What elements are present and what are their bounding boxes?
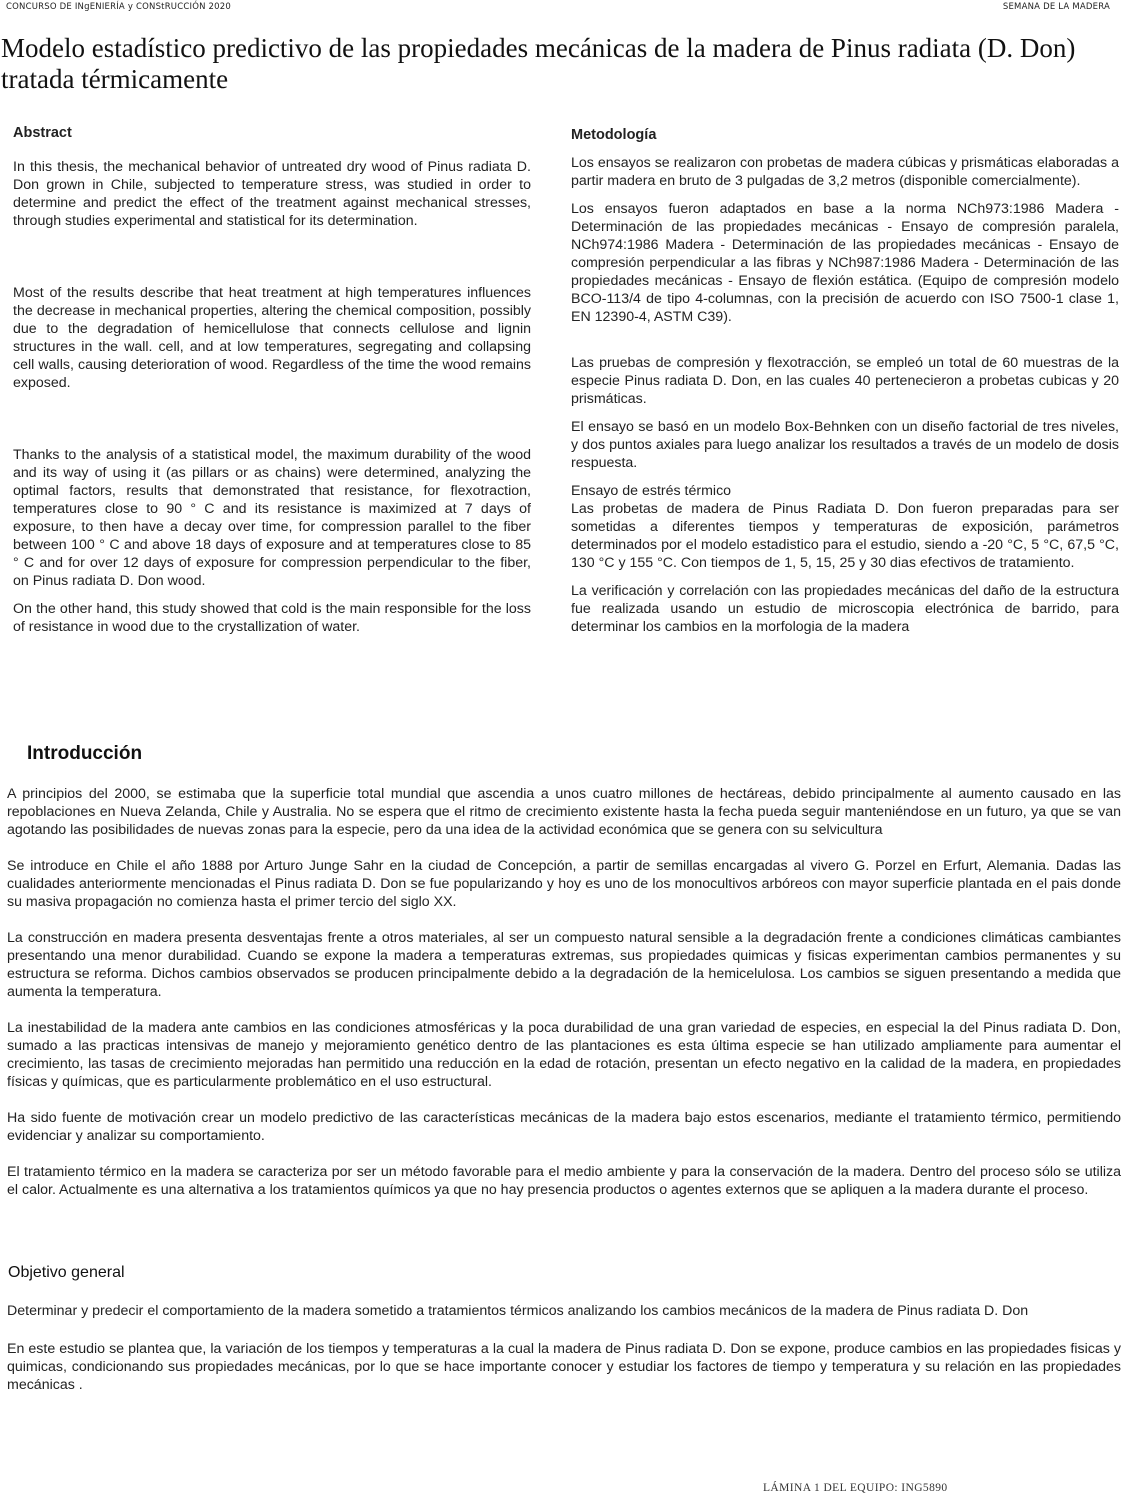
metodologia-paragraph: Los ensayos fueron adaptados en base a la norma NCh973:1986 Madera - Determinación de las propiedades mecánicas - Ensayo de compresión paralela, NCh974:1986 Madera - Determinación de las propiedades mecánicas - Ensayo de compresión perpendicular a las fibras y NCh987:1986 Madera - Determinación de las propiedades mecánicas - Ensayo de flexión estática. (Equipo de compresión modelo BCO-113/4 de tipo 4-columnas, con la precisión de acuerdo con ISO 7500-1 clase 1, EN 12390-4, ASTM C39). <box>571 201 1119 325</box>
introduccion-paragraph: La inestabilidad de la madera ante cambios en las condiciones atmosféricas y la poca durabilidad de una gran variedad de especies, en especial la del Pinus radiata D. Don, sumado a las practicas intensivas de manejo y mejoramiento genético dentro de las plantaciones es esta última especie se han utilizado ampliamente para aumentar el crecimiento, las tasas de crecimiento mejoradas han permitido una reducción en la edad de rotación, presentan un efecto negativo en la calidad de la madera, en propiedades físicas y químicas, que es particularmente problemático en el uso estructural. <box>7 1020 1121 1090</box>
abstract-paragraph: On the other hand, this study showed that cold is the main responsible for the loss of resistance in wood due to the crystallization of water. <box>13 601 531 635</box>
introduccion-paragraph: El tratamiento térmico en la madera se caracteriza por ser un método favorable para el medio ambiente y para la conservación de la madera. Dentro del proceso sólo se utiliza el calor. Actualmente es una alternativa a los tratamientos químicos ya que no hay presencia productos o agentes externos que se apliquen a la madera durante el proceso. <box>7 1164 1121 1198</box>
introduccion-paragraph: A principios del 2000, se estimaba que la superficie total mundial que ascendia a unos cuatro millones de hectáreas, debido principalmente al aumento causado en las repoblaciones en Nueva Zelanda, Chile y Australia. No se espera que el ritmo de crecimiento existente hasta la fecha pueda seguir manteniéndose en un futuro, ya que se van agotando las posibilidades de nuevas zonas para la especie, pero da una idea de la actividad económica que se genera con su selvicultura <box>7 786 1121 838</box>
introduccion-paragraph: Ha sido fuente de motivación crear un modelo predictivo de las características mecánicas de la madera bajo estos escenarios, mediante el tratamiento térmico, permitiendo evidenciar y analizar su comportamiento. <box>7 1110 1121 1144</box>
metodologia-paragraph: La verificación y correlación con las propiedades mecánicas del daño de la estructura fue realizada usando un estudio de microscopia electrónica de barrido, para determinar los cambios en la morfologia de la madera <box>571 583 1119 635</box>
abstract-paragraph: In this thesis, the mechanical behavior of untreated dry wood of Pinus radiata D. Don grown in Chile, subjected to temperature stress, was studied in order to determine and predict the effect of the treatment against mechanical stresses, through studies experimental and statistical for its determination. <box>13 159 531 229</box>
introduccion-paragraph: Se introduce en Chile el año 1888 por Arturo Junge Sahr en la ciudad de Concepción, a partir de semillas encargadas al vivero G. Porzel en Erfurt, Alemania. Dadas las cualidades anteriormente mencionadas el Pinus radiata D. Don se fue popularizando y hoy es uno de los monocultivos arbóreos con mayor superficie plantada en el pais donde su masiva propagación no comienza hasta el primer tercio del siglo XX. <box>7 858 1121 910</box>
objetivo-section <box>7 1302 1121 1394</box>
header-event-name: SEMANA DE LA MADERA <box>1002 2 1110 12</box>
abstract-section <box>13 124 531 636</box>
introduccion-section <box>7 785 1121 1199</box>
metodologia-paragraph: El ensayo se basó en un modelo Box-Behnken con un diseño factorial de tres niveles, y dos puntos axiales para luego analizar los resultados a través de un modelo de dosis respuesta. <box>571 419 1119 471</box>
objetivo-heading: Objetivo general <box>8 1264 125 1281</box>
metodologia-section <box>571 126 1119 636</box>
objetivo-paragraph: Determinar y predecir el comportamiento de la madera sometido a tratamientos térmicos analizando los cambios mecánicos de la madera de Pinus radiata D. Don <box>7 1303 1029 1319</box>
introduccion-heading: Introducción <box>27 743 143 764</box>
metodologia-paragraph: Las pruebas de compresión y flexotracción, se empleó un total de 60 muestras de la especie Pinus radiata D. Don, en las cuales 40 pertenecieron a probetas cubicas y 20 prismáticas. <box>571 355 1119 407</box>
footer-sheet-label: LÁMINA 1 DEL EQUIPO: ING5890 <box>763 1482 948 1494</box>
metodologia-subheading: Ensayo de estrés térmico <box>571 483 732 499</box>
introduccion-paragraph: La construcción en madera presenta desventajas frente a otros materiales, al ser un compuesto natural sensible a la degradación frente a condiciones climáticas cambiantes presentando una menor durabilidad. Cuando se expone la madera a temperaturas extremas, sus propiedades quimicas y fisicas experimentan cambios permanentes y su estructura se reforma. Dichos cambios observados se producen principalmente debido a la degradación de la hemicelulosa. Los cambios se siguen presentando a medida que aumenta la temperatura. <box>7 930 1121 1000</box>
abstract-heading: Abstract <box>13 125 72 141</box>
abstract-paragraph: Most of the results describe that heat treatment at high temperatures influences the decrease in mechanical properties, altering the chemical composition, possibly due to the degradation of hemicellulose that connects cellulose and lignin structures in the wall. cell, and at low temperatures, segregating and collapsing cell walls, causing deterioration of wood. Regardless of the time the wood remains exposed. <box>13 285 531 391</box>
header-contest-name: CONCURSO DE INgENIERÍA y CONStRUCCIÓN 2020 <box>6 2 231 12</box>
objetivo-paragraph: En este estudio se plantea que, la variación de los tiempos y temperaturas a la cual la madera de Pinus radiata D. Don se expone, produce cambios en las propiedades fisicas y quimicas, condicionando sus propiedades mecánicas, por lo que se hace importante conocer y estudiar los factores de tiempo y temperatura y su relación en las propiedades mecánicas . <box>7 1341 1121 1393</box>
abstract-paragraph: Thanks to the analysis of a statistical model, the maximum durability of the wood and its way of using it (as pillars or as chains) were determined, analyzing the optimal factors, results that demonstrated that resistance, for flexotraction, temperatures close to 90 ° C and its resistance is maximized at 7 days of exposure, to then have a decay over time, for compression parallel to the fiber between 100 ° C and above 18 days of exposure and at temperatures close to 85 ° C and for over 12 days of exposure for compression perpendicular to the fiber, on Pinus radiata D. Don wood. <box>13 447 531 589</box>
metodologia-paragraph: Los ensayos se realizaron con probetas de madera cúbicas y prismáticas elaboradas a partir madera en bruto de 3 pulgadas de 3,2 metros (disponible comercialmente). <box>571 155 1119 189</box>
metodologia-heading: Metodología <box>571 127 657 143</box>
metodologia-paragraph: Las probetas de madera de Pinus Radiata D. Don fueron preparadas para ser sometidas a diferentes tiempos y temperaturas de exposición, parámetros determinados por el modelo estadistico para el estudio, siendo a -20 °C, 5 °C, 67,5 °C, 130 °C y 155 °C. Con tiempos de 1, 5, 15, 25 y 30 dias efectivos de tratamiento. <box>571 501 1119 571</box>
page-title: Modelo estadístico predictivo de las propiedades mecánicas de la madera de Pinus radiata (D. Don) tratada térmicamente <box>1 33 1076 94</box>
